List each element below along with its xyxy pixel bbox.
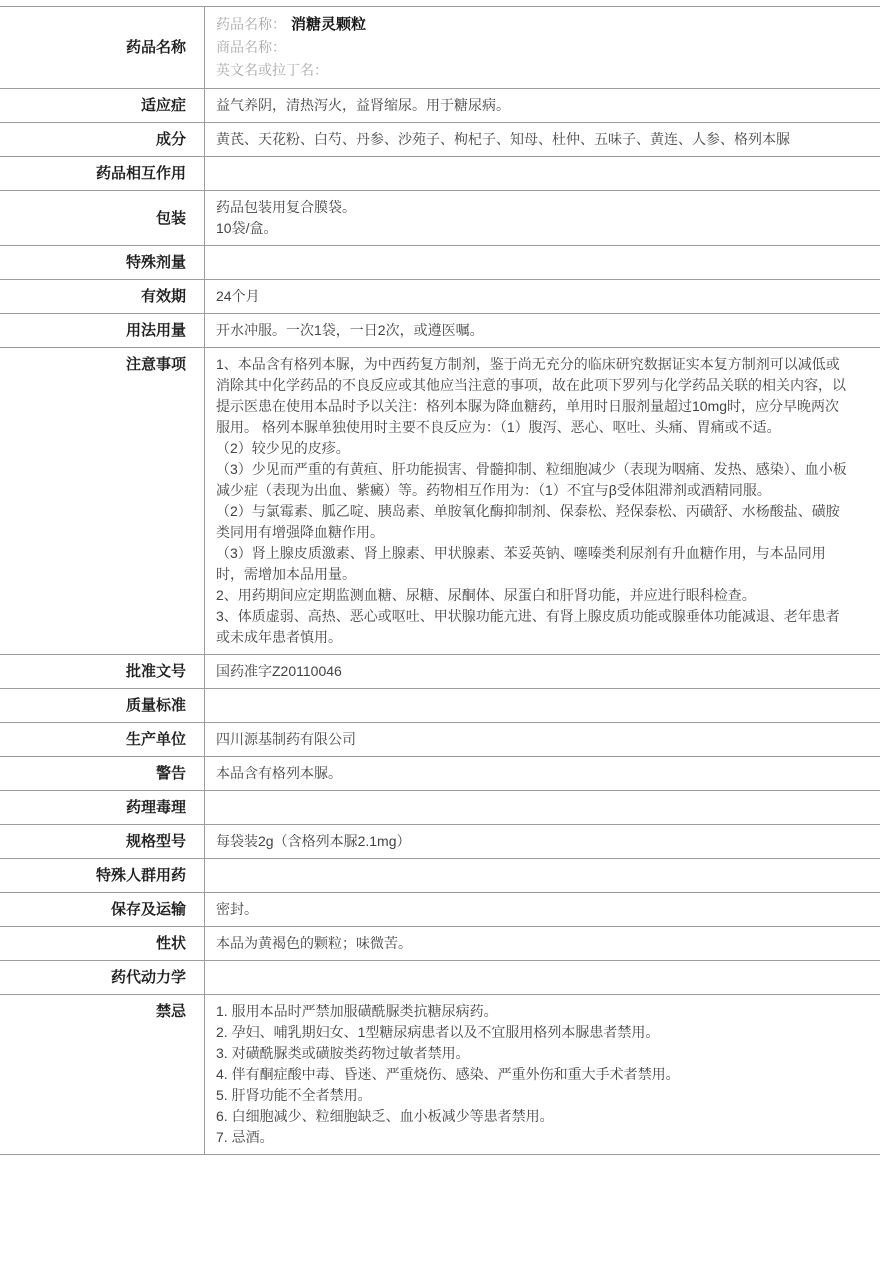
content-line: 6. 白细胞减少、粒细胞缺乏、血小板减少等患者禁用。 xyxy=(216,1108,554,1124)
row-content xyxy=(204,995,880,1154)
row-usage-dosage xyxy=(0,314,880,348)
row-content xyxy=(204,348,880,654)
row-special-dosage xyxy=(0,246,880,280)
row-label: 生产单位 xyxy=(125,731,186,748)
content-line: 3、体质虚弱、高热、恶心或呕吐、甲状腺功能亢进、有肾上腺皮质功能或腺垂体功能减退、老年患者或未成年患者慎用。 xyxy=(216,608,840,645)
row-ingredients xyxy=(0,123,880,157)
content-line: 10袋/盒。 xyxy=(216,220,278,236)
row-specification xyxy=(0,825,880,859)
content-line: 3. 对磺酰脲类或磺胺类药物过敏者禁用。 xyxy=(216,1045,470,1061)
row-label: 规格型号 xyxy=(125,833,186,850)
content-line: 本品为黄褐色的颗粒；味微苦。 xyxy=(216,935,412,951)
content-line: 本品含有格列本脲。 xyxy=(216,765,342,781)
row-label: 有效期 xyxy=(140,288,186,305)
row-content xyxy=(204,927,880,960)
row-drug-interactions xyxy=(0,157,880,191)
row-content xyxy=(204,280,880,313)
content-line: （2）较少见的皮疹。 xyxy=(216,440,350,456)
field-key: 药品名称： xyxy=(216,16,286,32)
content-line: 2、用药期间应定期监测血糖、尿糖、尿酮体、尿蛋白和肝肾功能，并应进行眼科检查。 xyxy=(216,587,756,603)
row-storage-transport xyxy=(0,893,880,927)
field-line xyxy=(216,59,850,82)
row-pharmacokinetics xyxy=(0,961,880,995)
content-line: 1、本品含有格列本脲，为中西药复方制剂，鉴于尚无充分的临床研究数据证实本复方制剂可以减低或消除其中化学药品的不良反应或其他应当注意的事项，故在此项下罗列与化学药品关联的相关内容，以提示医患在使用本品时予以关注：格列本脲为降血糖药，单用时日服剂量超过10mg时，应分早晚两次服用。 格列本脲单独使用时主要不良反应为：（1）腹泻、恶心、呕吐、头痛、胃痛或不适。 xyxy=(216,356,846,435)
row-content xyxy=(204,825,880,858)
row-content xyxy=(204,859,880,892)
row-label: 注意事项 xyxy=(125,356,186,373)
content-line: 5. 肝肾功能不全者禁用。 xyxy=(216,1087,372,1103)
row-indications xyxy=(0,89,880,123)
row-label: 禁忌 xyxy=(155,1003,186,1020)
row-content xyxy=(204,314,880,347)
row-label: 适应症 xyxy=(140,97,186,114)
row-label: 保存及运输 xyxy=(110,901,186,918)
row-content xyxy=(204,7,880,88)
row-label: 特殊剂量 xyxy=(125,254,186,271)
row-content xyxy=(204,757,880,790)
row-label: 药品相互作用 xyxy=(95,165,186,182)
row-special-populations xyxy=(0,859,880,893)
row-label: 性状 xyxy=(155,935,186,952)
row-manufacturer xyxy=(0,723,880,757)
row-contraindications xyxy=(0,995,880,1155)
content-line: 密封。 xyxy=(216,901,258,917)
row-packaging xyxy=(0,191,880,246)
row-shelf-life xyxy=(0,280,880,314)
content-line: 黄芪、天花粉、白芍、丹参、沙苑子、枸杞子、知母、杜仲、五味子、黄连、人参、格列本脲 xyxy=(216,131,790,147)
row-content xyxy=(204,655,880,688)
drug-name-value: 消糖灵颗粒 xyxy=(291,16,367,33)
content-line: 2. 孕妇、哺乳期妇女、1型糖尿病患者以及不宜服用格列本脲患者禁用。 xyxy=(216,1024,660,1040)
row-label: 批准文号 xyxy=(125,663,186,680)
row-label: 药品名称 xyxy=(125,39,186,56)
content-line: 国药准字Z20110046 xyxy=(216,663,342,679)
row-quality-standard xyxy=(0,689,880,723)
field-line xyxy=(216,13,850,36)
content-line: 益气养阴，清热泻火，益肾缩尿。用于糖尿病。 xyxy=(216,97,510,113)
content-line: （2）与氯霉素、胍乙啶、胰岛素、单胺氧化酶抑制剂、保泰松、羟保泰松、丙磺舒、水杨酸盐、磺胺类同用有增强降血糖作用。 xyxy=(216,503,840,540)
content-line: 1. 服用本品时严禁加服磺酰脲类抗糖尿病药。 xyxy=(216,1003,498,1019)
content-line: 每袋装2g（含格列本脲2.1mg） xyxy=(216,833,411,849)
content-line: 开水冲服。一次1袋，一日2次，或遵医嘱。 xyxy=(216,322,484,338)
content-line: （3）肾上腺皮质激素、肾上腺素、甲状腺素、苯妥英钠、噻嗪类利尿剂有升血糖作用，与本品同用时，需增加本品用量。 xyxy=(216,545,826,582)
row-content xyxy=(204,893,880,926)
row-content xyxy=(204,246,880,279)
row-label: 包装 xyxy=(155,209,186,227)
row-drug-name xyxy=(0,7,880,89)
row-pharmacology-toxicology xyxy=(0,791,880,825)
row-content xyxy=(204,961,880,994)
row-label: 药代动力学 xyxy=(110,969,186,986)
content-line: （3）少见而严重的有黄疸、肝功能损害、骨髓抑制、粒细胞减少（表现为咽痛、发热、感染）、血小板减少症（表现为出血、紫癜）等。药物相互作用为：（1）不宜与β受体阻滞剂或酒精同服。 xyxy=(216,461,847,498)
row-label: 特殊人群用药 xyxy=(95,867,186,884)
row-warning xyxy=(0,757,880,791)
content-line: 四川源基制药有限公司 xyxy=(216,731,356,747)
row-label: 用法用量 xyxy=(125,322,186,339)
row-content xyxy=(204,157,880,190)
row-approval-number xyxy=(0,655,880,689)
content-line: 药品包装用复合膜袋。 xyxy=(216,199,356,215)
drug-info-table xyxy=(0,6,880,1155)
content-line: 24个月 xyxy=(216,288,260,304)
row-label: 成分 xyxy=(155,131,186,148)
row-content xyxy=(204,689,880,722)
row-properties xyxy=(0,927,880,961)
row-content xyxy=(204,89,880,122)
row-label: 药理毒理 xyxy=(125,799,186,816)
field-key: 商品名称： xyxy=(216,39,286,55)
row-content xyxy=(204,123,880,156)
field-key: 英文名或拉丁名： xyxy=(216,62,328,78)
row-precautions xyxy=(0,348,880,655)
row-content xyxy=(204,723,880,756)
content-line: 4. 伴有酮症酸中毒、昏迷、严重烧伤、感染、严重外伤和重大手术者禁用。 xyxy=(216,1066,680,1082)
row-content xyxy=(204,791,880,824)
row-label: 警告 xyxy=(155,765,186,782)
row-label: 质量标准 xyxy=(125,697,186,714)
field-line xyxy=(216,36,850,59)
content-line: 7. 忌酒。 xyxy=(216,1129,274,1145)
row-content xyxy=(204,191,880,245)
